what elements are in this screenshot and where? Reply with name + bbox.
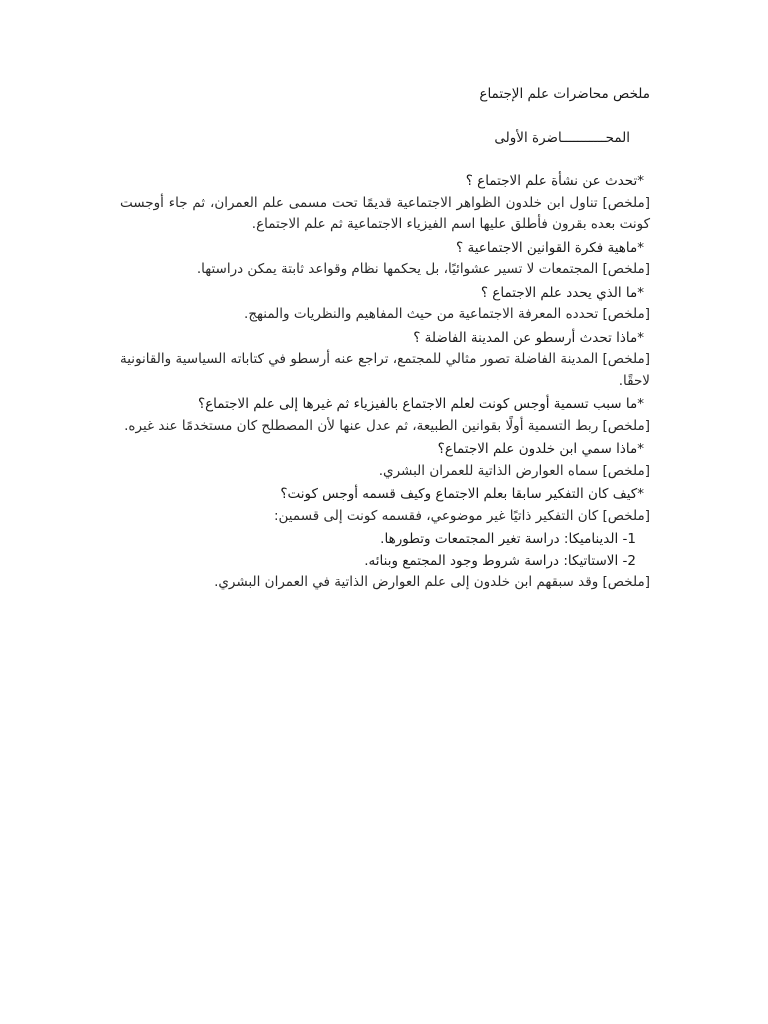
question: *ما سبب تسمية أوجس كونت لعلم الاجتماع بالفيزياء ثم غيرها إلى علم الاجتماع؟ [197, 396, 644, 412]
answer: [ملخص] تحدده المعرفة الاجتماعية من حيث المفاهيم والنظريات والمنهج. [244, 306, 650, 322]
question: *تحدث عن نشأة علم الاجتماع ؟ [465, 173, 644, 189]
qa-item [120, 171, 650, 236]
question: *ماذا تحدث أرسطو عن المدينة الفاضلة ؟ [413, 329, 644, 346]
closing-paragraph: [ملخص] وقد سبقهم ابن خلدون إلى علم العوارض الذاتية في العمران البشري. [214, 574, 650, 590]
qa-item [120, 238, 650, 281]
answer: [ملخص] ربط التسمية أولًا بقوانين الطبيعة، ثم عدل عنها لأن المصطلح كان مستخدمًا عند غيره. [124, 417, 650, 434]
question: *كيف كان التفكير سابقا بعلم الاجتماع وكيف قسمه أوجس كونت؟ [280, 486, 644, 502]
answer: [ملخص] تناول ابن خلدون الظواهر الاجتماعية قديمًا تحت مسمى علم العمران، ثم جاء أوجست كونت بعده بقرون فأطلق عليها اسم الفيزياء الاجتماعية ثم علم الاجتماع. [120, 194, 650, 232]
list-item: 1- الديناميكا: دراسة تغير المجتمعات وتطورها. [380, 531, 636, 547]
qa-section [120, 171, 650, 594]
answer: [ملخص] المدينة الفاضلة تصور مثالي للمجتمع، تراجع عنه أرسطو في كتاباته السياسية والقانونية لاحقًا. [120, 351, 650, 389]
document-page [120, 84, 650, 596]
lecture-heading: المحـــــــــــاضرة الأولى [494, 129, 630, 146]
qa-item [120, 394, 650, 437]
answer: [ملخص] سماه العوارض الذاتية للعمران البشري. [378, 462, 650, 479]
qa-item [120, 328, 650, 393]
answer: [ملخص] كان التفكير ذاتيًا غير موضوعي، فقسمه كونت إلى قسمين: [273, 507, 650, 524]
qa-item [120, 484, 650, 594]
list-item: 2- الاستاتيكا: دراسة شروط وجود المجتمع وبنائه. [364, 552, 636, 569]
qa-item [120, 439, 650, 482]
question: *ما الذي يحدد علم الاجتماع ؟ [480, 284, 644, 301]
question: *ماهية فكرة القوانين الاجتماعية ؟ [456, 239, 644, 256]
question: *ماذا سمي ابن خلدون علم الاجتماع؟ [437, 441, 644, 457]
document-title: ملخص محاضرات علم الإجتماع [479, 86, 650, 102]
qa-item [120, 283, 650, 326]
points-list [120, 529, 650, 572]
answer: [ملخص] المجتمعات لا تسير عشوائيًا، بل يحكمها نظام وقواعد ثابتة يمكن دراستها. [196, 261, 650, 277]
